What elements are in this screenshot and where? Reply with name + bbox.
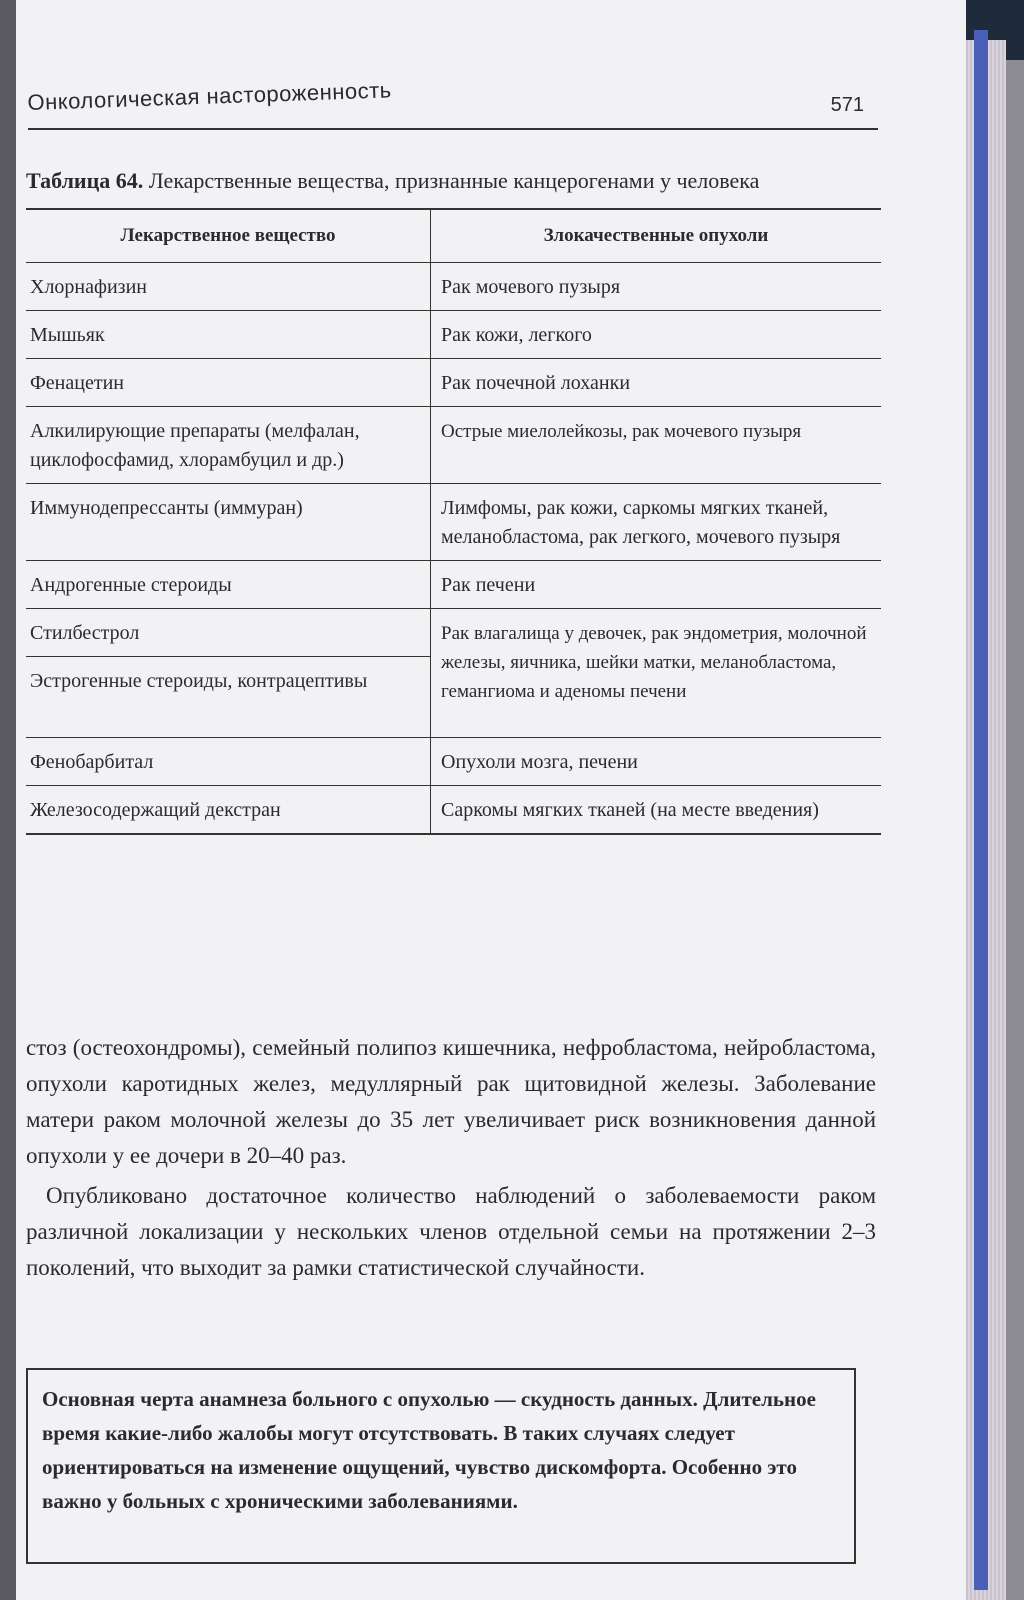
tumor-cell: Саркомы мягких тканей (на месте введения): [431, 786, 882, 835]
table-caption: [26, 168, 876, 194]
body-text: [26, 1030, 876, 1286]
table-row: [26, 484, 881, 561]
page-number: 571: [830, 94, 864, 116]
drug-cell: Мышьяк: [26, 311, 431, 359]
table-row: [26, 263, 881, 311]
tumor-cell: Опухоли мозга, печени: [431, 738, 882, 786]
running-head-title: Онкологическая настороженность: [27, 77, 393, 116]
book-cover-edge: [974, 30, 988, 1590]
drug-cell: Алкилирующие препараты (мелфалан, циклофосфамид, хлорамбуцил и др.): [26, 407, 431, 484]
drug-cell: Хлорнафизин: [26, 263, 431, 311]
drug-cell: Фенобарбитал: [26, 738, 431, 786]
tumor-cell: Рак печени: [431, 561, 882, 609]
carcinogen-table: [26, 208, 881, 835]
drug-cell: Иммунодепрессанты (иммуран): [26, 484, 431, 561]
drug-cell: Железосодержащий декстран: [26, 786, 431, 835]
header-drug: Лекарственное вещество: [26, 209, 431, 263]
drug-cell: Фенацетин: [26, 359, 431, 407]
book-page: [16, 0, 966, 1600]
paragraph: стоз (остеохондромы), семейный полипоз кишечника, нефробластома, нейробластома, опухоли каротидных желез, медуллярный рак щитовидной железы. Заболевание матери раком молочной железы до 35 лет увеличивает риск возникновения данной опухоли у ее дочери в 20–40 раз.: [26, 1035, 876, 1168]
header-tumors: Злокачественные опухоли: [431, 209, 882, 263]
tumor-cell: Рак кожи, легкого: [431, 311, 882, 359]
tumor-cell: Острые миелолейкозы, рак мочевого пузыря: [431, 407, 882, 484]
table-row: [26, 311, 881, 359]
running-head: [27, 77, 878, 130]
tumor-cell: Рак почечной лоханки: [431, 359, 882, 407]
table-row: [26, 359, 881, 407]
table-row: [26, 738, 881, 786]
table-row: [26, 609, 881, 657]
drug-cell: Стилбестрол: [26, 609, 431, 657]
tumor-cell: Рак влагалища у девочек, рак эндометрия, молочной железы, яичника, шейки матки, меланобластома, гемангиома и аденомы печени: [431, 609, 882, 738]
table-row: [26, 561, 881, 609]
note-box: Основная черта анамнеза больного с опухолью — скудность данных. Длительное время какие-либо жалобы могут отсутствовать. В таких случаях следует ориентироваться на изменение ощущений, чувство дискомфорта. Особенно это важно у больных с хроническими заболеваниями.: [26, 1368, 856, 1564]
paragraph: Опубликовано достаточное количество наблюдений о заболеваемости раком различной локализации у нескольких членов отдельной семьи на протяжении 2–3 поколений, что выходит за рамки статистической случайности.: [26, 1183, 876, 1280]
table-row: [26, 407, 881, 484]
table-row: [26, 786, 881, 835]
tumor-cell: Лимфомы, рак кожи, саркомы мягких тканей, меланобластома, рак легкого, мочевого пузыря: [431, 484, 882, 561]
table-caption-label: Таблица 64.: [26, 168, 144, 193]
table-header-row: [26, 209, 881, 263]
table-caption-text: Лекарственные вещества, признанные канцерогенами у человека: [148, 168, 760, 193]
tumor-cell: Рак мочевого пузыря: [431, 263, 882, 311]
drug-cell: Андрогенные стероиды: [26, 561, 431, 609]
drug-cell: Эстрогенные стероиды, контрацептивы: [26, 657, 431, 738]
